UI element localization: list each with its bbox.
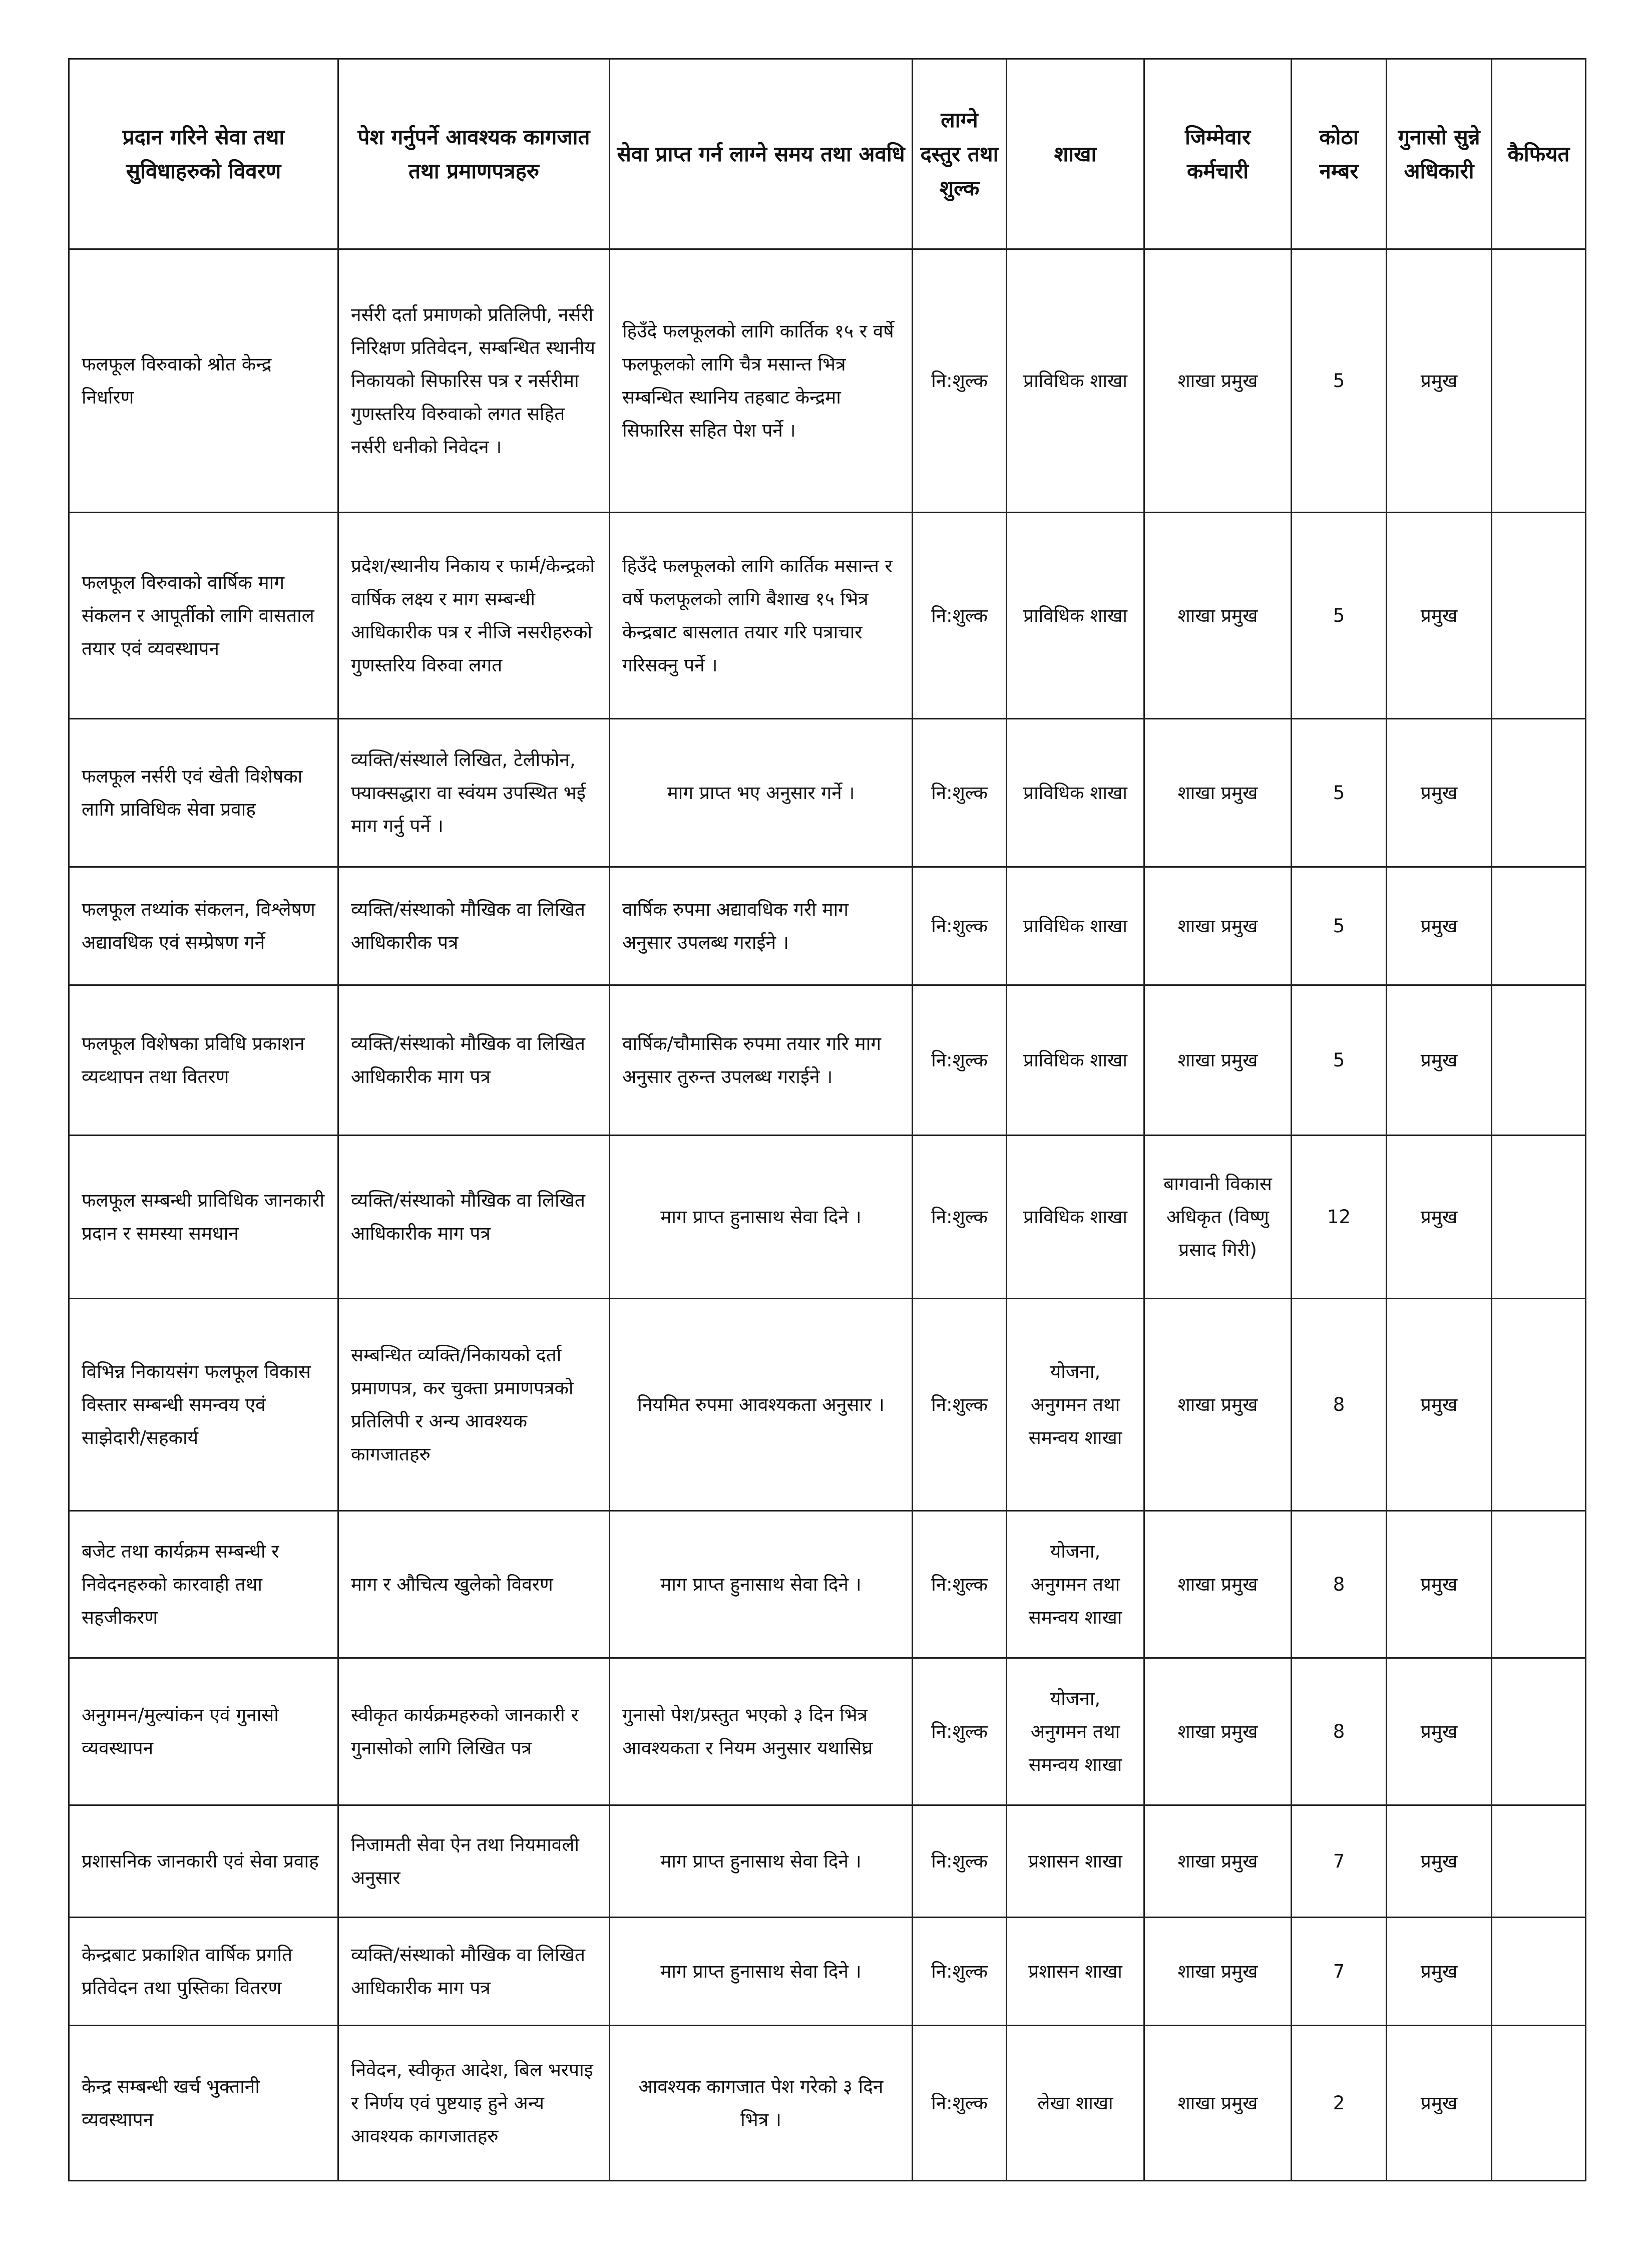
fee-cell: नि:शुल्क [913,2026,1007,2181]
time-cell: माग प्राप्त भए अनुसार गर्ने । [610,719,913,867]
branch-cell: योजना, अनुगमन तथा समन्वय शाखा [1007,1511,1144,1658]
table-row [69,1658,1586,1805]
room-cell: 5 [1292,513,1387,719]
fee-cell: नि:शुल्क [913,1918,1007,2026]
officer-cell: शाखा प्रमुख [1144,867,1292,985]
grievance-cell: प्रमुख [1387,1918,1492,2026]
branch-cell: योजना, अनुगमन तथा समन्वय शाखा [1007,1658,1144,1805]
room-cell: 2 [1292,2026,1387,2181]
service-cell: फलफूल नर्सरी एवं खेती विशेषका लागि प्राविधिक सेवा प्रवाह [69,719,338,867]
documents-cell: व्यक्ति/संस्थाको मौखिक वा लिखित आधिकारीक माग पत्र [338,1918,610,2026]
table-row [69,1299,1586,1511]
service-cell: फलफूल विशेषका प्रविधि प्रकाशन व्यव्थापन तथा वितरण [69,985,338,1136]
service-cell: केन्द्रबाट प्रकाशित वार्षिक प्रगति प्रतिवेदन तथा पुस्तिका वितरण [69,1918,338,2026]
service-cell: प्रशासनिक जानकारी एवं सेवा प्रवाह [69,1805,338,1918]
room-cell: 5 [1292,719,1387,867]
time-cell: हिउँदे फलफूलको लागि कार्तिक मसान्त र वर्षे फलफूलको लागि बैशाख १५ भित्र केन्द्रबाट बासलात तयार गरि पत्राचार गरिसक्नु पर्ने । [610,513,913,719]
time-cell: माग प्राप्त हुनासाथ सेवा दिने । [610,1136,913,1299]
table-body [69,249,1586,2181]
remarks-cell [1492,1658,1586,1805]
room-cell: 8 [1292,1658,1387,1805]
officer-cell: शाखा प्रमुख [1144,249,1292,513]
grievance-cell: प्रमुख [1387,985,1492,1136]
header-fee: लाग्ने दस्तुर तथा शुल्क [913,59,1007,249]
remarks-cell [1492,1511,1586,1658]
table-row [69,2026,1586,2181]
officer-cell: शाखा प्रमुख [1144,2026,1292,2181]
officer-cell: शाखा प्रमुख [1144,1511,1292,1658]
documents-cell: प्रदेश/स्थानीय निकाय र फार्म/केन्द्रको वार्षिक लक्ष्य र माग सम्बन्धी आधिकारीक पत्र र नीजि नसरीहरुको गुणस्तरिय विरुवा लगत [338,513,610,719]
time-cell: हिउँदे फलफूलको लागि कार्तिक १५ र वर्षे फलफूलको लागि चैत्र मसान्त भित्र सम्बन्धित स्थानिय तहबाट केन्द्रमा सिफारिस सहित पेश पर्ने । [610,249,913,513]
fee-cell: नि:शुल्क [913,1511,1007,1658]
remarks-cell [1492,1918,1586,2026]
fee-cell: नि:शुल्क [913,1136,1007,1299]
branch-cell: प्रशासन शाखा [1007,1918,1144,2026]
fee-cell: नि:शुल्क [913,719,1007,867]
time-cell: वार्षिक रुपमा अद्यावधिक गरी माग अनुसार उपलब्ध गराईने । [610,867,913,985]
header-service: प्रदान गरिने सेवा तथा सुविधाहरुको विवरण [69,59,338,249]
remarks-cell [1492,513,1586,719]
branch-cell: प्राविधिक शाखा [1007,249,1144,513]
service-cell: फलफूल तथ्यांक संकलन, विश्लेषण अद्यावधिक एवं सम्प्रेषण गर्ने [69,867,338,985]
service-cell: बजेट तथा कार्यक्रम सम्बन्धी र निवेदनहरुको कारवाही तथा सहजीकरण [69,1511,338,1658]
officer-cell: शाखा प्रमुख [1144,1805,1292,1918]
documents-cell: नर्सरी दर्ता प्रमाणको प्रतिलिपी, नर्सरी निरिक्षण प्रतिवेदन, सम्बन्धित स्थानीय निकायको सिफारिस पत्र र नर्सरीमा गुणस्तरिय विरुवाको लगत सहित नर्सरी धनीको निवेदन । [338,249,610,513]
room-cell: 5 [1292,867,1387,985]
branch-cell: प्राविधिक शाखा [1007,719,1144,867]
branch-cell: योजना, अनुगमन तथा समन्वय शाखा [1007,1299,1144,1511]
documents-cell: स्वीकृत कार्यक्रमहरुको जानकारी र गुनासोको लागि लिखित पत्र [338,1658,610,1805]
officer-cell: बागवानी विकास अधिकृत (विष्णु प्रसाद गिरी) [1144,1136,1292,1299]
header-grievance: गुनासो सुन्ने अधिकारी [1387,59,1492,249]
remarks-cell [1492,719,1586,867]
table-row [69,513,1586,719]
officer-cell: शाखा प्रमुख [1144,985,1292,1136]
fee-cell: नि:शुल्क [913,513,1007,719]
service-cell: फलफूल विरुवाको श्रोत केन्द्र निर्धारण [69,249,338,513]
table-row [69,867,1586,985]
fee-cell: नि:शुल्क [913,249,1007,513]
officer-cell: शाखा प्रमुख [1144,1918,1292,2026]
branch-cell: लेखा शाखा [1007,2026,1144,2181]
table-row [69,249,1586,513]
officer-cell: शाखा प्रमुख [1144,513,1292,719]
remarks-cell [1492,1299,1586,1511]
table-row [69,985,1586,1136]
officer-cell: शाखा प्रमुख [1144,1299,1292,1511]
grievance-cell: प्रमुख [1387,867,1492,985]
fee-cell: नि:शुल्क [913,985,1007,1136]
grievance-cell: प्रमुख [1387,2026,1492,2181]
header-remarks: कैफियत [1492,59,1586,249]
room-cell: 5 [1292,249,1387,513]
remarks-cell [1492,867,1586,985]
grievance-cell: प्रमुख [1387,513,1492,719]
header-branch: शाखा [1007,59,1144,249]
branch-cell: प्राविधिक शाखा [1007,867,1144,985]
grievance-cell: प्रमुख [1387,719,1492,867]
service-cell: अनुगमन/मुल्यांकन एवं गुनासो व्यवस्थापन [69,1658,338,1805]
documents-cell: माग र औचित्य खुलेको विवरण [338,1511,610,1658]
remarks-cell [1492,2026,1586,2181]
time-cell: माग प्राप्त हुनासाथ सेवा दिने । [610,1918,913,2026]
fee-cell: नि:शुल्क [913,1658,1007,1805]
citizen-charter-table [68,58,1586,2181]
room-cell: 8 [1292,1511,1387,1658]
table-row [69,719,1586,867]
remarks-cell [1492,1136,1586,1299]
documents-cell: सम्बन्धित व्यक्ति/निकायको दर्ता प्रमाणपत्र, कर चुक्ता प्रमाणपत्रको प्रतिलिपी र अन्य आवश्यक कागजातहरु [338,1299,610,1511]
grievance-cell: प्रमुख [1387,1511,1492,1658]
documents-cell: व्यक्ति/संस्थाको मौखिक वा लिखित आधिकारीक माग पत्र [338,985,610,1136]
branch-cell: प्राविधिक शाखा [1007,1136,1144,1299]
table-row [69,1805,1586,1918]
service-cell: फलफूल सम्बन्धी प्राविधिक जानकारी प्रदान र समस्या समधान [69,1136,338,1299]
documents-cell: निवेदन, स्वीकृत आदेश, बिल भरपाइ र निर्णय एवं पुष्टयाइ हुने अन्य आवश्यक कागजातहरु [338,2026,610,2181]
grievance-cell: प्रमुख [1387,1299,1492,1511]
fee-cell: नि:शुल्क [913,867,1007,985]
room-cell: 12 [1292,1136,1387,1299]
service-cell: केन्द्र सम्बन्धी खर्च भुक्तानी व्यवस्थापन [69,2026,338,2181]
header-documents: पेश गर्नुपर्ने आवश्यक कागजात तथा प्रमाणपत्रहरु [338,59,610,249]
time-cell: गुनासो पेश/प्रस्तुत भएको ३ दिन भित्र आवश्यकता र नियम अनुसार यथासिघ्र [610,1658,913,1805]
header-officer: जिम्मेवार कर्मचारी [1144,59,1292,249]
grievance-cell: प्रमुख [1387,1658,1492,1805]
grievance-cell: प्रमुख [1387,1136,1492,1299]
table-row [69,1511,1586,1658]
documents-cell: व्यक्ति/संस्थाको मौखिक वा लिखित आधिकारीक पत्र [338,867,610,985]
room-cell: 7 [1292,1805,1387,1918]
room-cell: 7 [1292,1918,1387,2026]
table-row [69,1918,1586,2026]
header-time: सेवा प्राप्त गर्न लाग्ने समय तथा अवधि [610,59,913,249]
remarks-cell [1492,985,1586,1136]
fee-cell: नि:शुल्क [913,1299,1007,1511]
documents-cell: निजामती सेवा ऐन तथा नियमावली अनुसार [338,1805,610,1918]
documents-cell: व्यक्ति/संस्थाले लिखित, टेलीफोन, फ्याक्सद्धारा वा स्वंयम उपस्थित भई माग गर्नु पर्ने । [338,719,610,867]
time-cell: माग प्राप्त हुनासाथ सेवा दिने । [610,1511,913,1658]
fee-cell: नि:शुल्क [913,1805,1007,1918]
time-cell: आवश्यक कागजात पेश गरेको ३ दिन भित्र । [610,2026,913,2181]
branch-cell: प्रशासन शाखा [1007,1805,1144,1918]
grievance-cell: प्रमुख [1387,249,1492,513]
time-cell: वार्षिक/चौमासिक रुपमा तयार गरि माग अनुसार तुरुन्त उपलब्ध गराईने । [610,985,913,1136]
time-cell: नियमित रुपमा आवश्यकता अनुसार । [610,1299,913,1511]
table-header-row [69,59,1586,249]
room-cell: 8 [1292,1299,1387,1511]
officer-cell: शाखा प्रमुख [1144,1658,1292,1805]
table-row [69,1136,1586,1299]
header-room: कोठा नम्बर [1292,59,1387,249]
branch-cell: प्राविधिक शाखा [1007,985,1144,1136]
time-cell: माग प्राप्त हुनासाथ सेवा दिने । [610,1805,913,1918]
documents-cell: व्यक्ति/संस्थाको मौखिक वा लिखित आधिकारीक माग पत्र [338,1136,610,1299]
remarks-cell [1492,249,1586,513]
room-cell: 5 [1292,985,1387,1136]
grievance-cell: प्रमुख [1387,1805,1492,1918]
remarks-cell [1492,1805,1586,1918]
service-cell: विभिन्न निकायसंग फलफूल विकास विस्तार सम्बन्धी समन्वय एवं साझेदारी/सहकार्य [69,1299,338,1511]
service-cell: फलफूल विरुवाको वार्षिक माग संकलन र आपूर्तीको लागि वासताल तयार एवं व्यवस्थापन [69,513,338,719]
officer-cell: शाखा प्रमुख [1144,719,1292,867]
branch-cell: प्राविधिक शाखा [1007,513,1144,719]
